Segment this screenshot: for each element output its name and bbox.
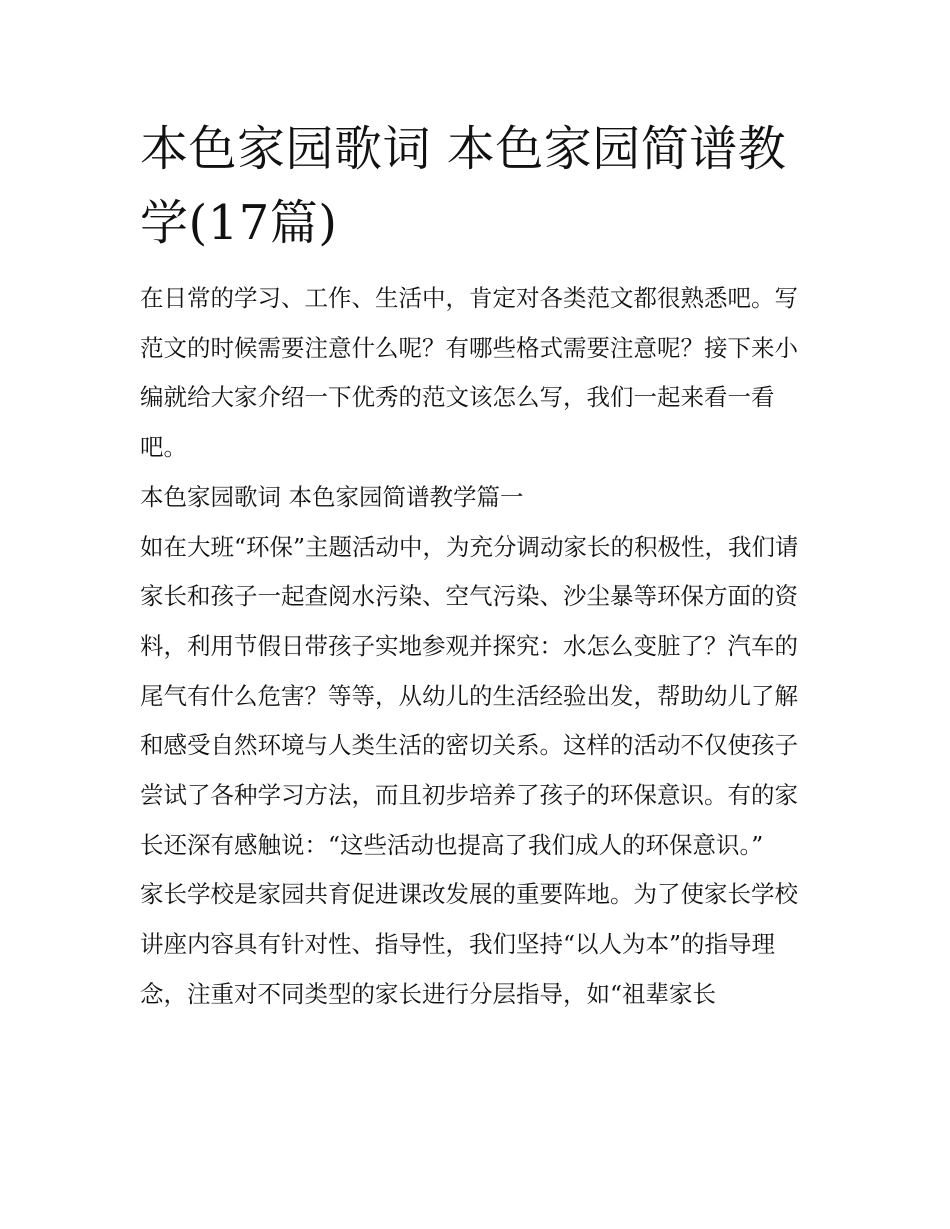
- intro-paragraph: 在日常的学习、工作、生活中，肯定对各类范文都很熟悉吧。写范文的时候需要注意什么呢？有哪些格式需要注意呢？接下来小编就给大家介绍一下优秀的范文该怎么写，我们一起来看一看吧。: [140, 284, 798, 462]
- body-paragraph: 家长学校是家园共育促进课改发展的重要阵地。为了使家长学校讲座内容具有针对性、指导性，我们坚持“以人为本”的指导理念，注重对不同类型的家长进行分层指导，如“祖辈家长: [140, 880, 798, 1008]
- section-heading: 本色家园歌词 本色家园简谱教学篇一: [140, 482, 524, 511]
- document-body: [140, 274, 820, 1020]
- body-paragraph: 如在大班“环保”主题活动中，为充分调动家长的积极性，我们请家长和孩子一起查阅水污染、空气污染、沙尘暴等环保方面的资料，利用节假日带孩子实地参观并探究：水怎么变脏了？汽车的尾气有什么危害？等等，从幼儿的生活经验出发，帮助幼儿了解和感受自然环境与人类生活的密切关系。这样的活动不仅使孩子尝试了各种学习方法，而且初步培养了孩子的环保意识。有的家长还深有感触说：“这些活动也提高了我们成人的环保意识。”: [140, 532, 799, 859]
- document-title: 本色家园歌词 本色家园简谱教学(17篇): [140, 121, 787, 251]
- document-content: [140, 112, 820, 1020]
